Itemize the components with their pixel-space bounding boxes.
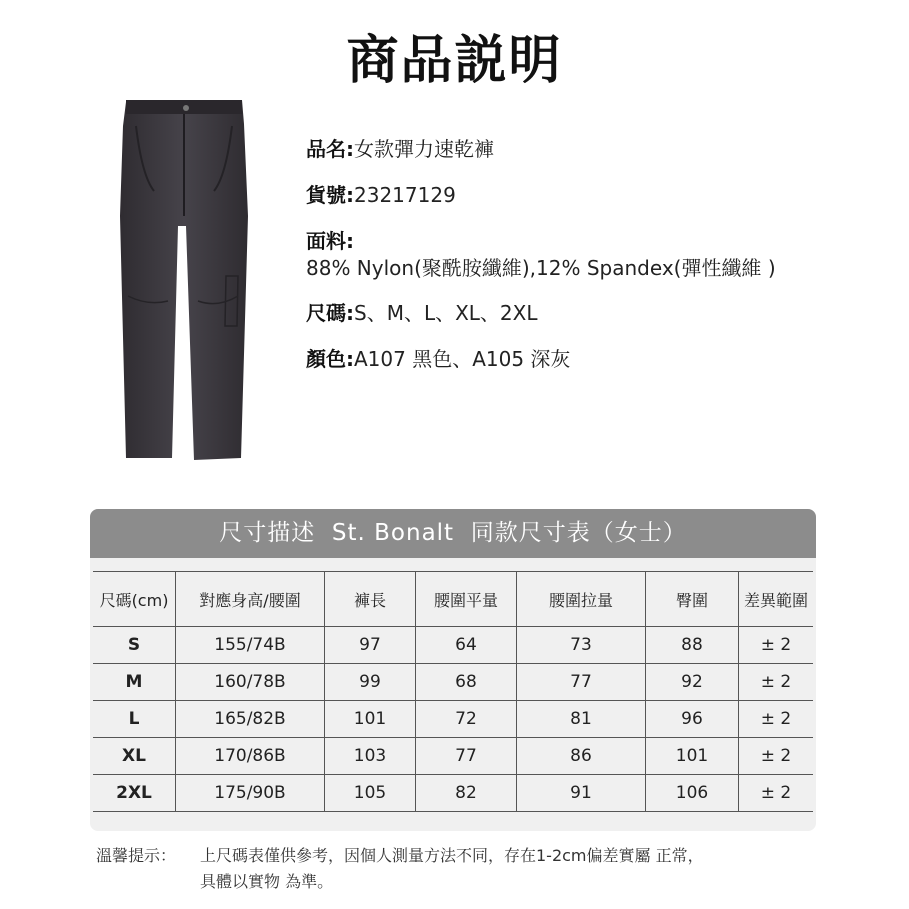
size-chart-table <box>93 571 813 812</box>
table-cell: 68 <box>416 664 517 701</box>
table-cell: 92 <box>646 664 739 701</box>
table-row <box>93 701 813 738</box>
column-header: 差異範圍 <box>739 572 814 627</box>
column-header: 對應身高/腰圍 <box>176 572 325 627</box>
detail-colors-label: 顏色: <box>306 347 354 371</box>
size-chart-header-row <box>93 572 813 627</box>
table-cell: 106 <box>646 775 739 812</box>
detail-sizes-label: 尺碼: <box>306 301 354 325</box>
table-cell: 103 <box>325 738 416 775</box>
table-cell: S <box>93 627 176 664</box>
table-cell: ± 2 <box>739 775 814 812</box>
table-cell: M <box>93 664 176 701</box>
detail-fabric-label: 面料: <box>306 229 354 253</box>
detail-name-value: 女款彈力速乾褲 <box>354 137 494 161</box>
detail-sku-label: 貨號: <box>306 183 354 207</box>
table-cell: L <box>93 701 176 738</box>
table-cell: 73 <box>517 627 646 664</box>
table-cell: ± 2 <box>739 701 814 738</box>
table-cell: 170/86B <box>176 738 325 775</box>
detail-sku-value: 23217129 <box>354 183 456 207</box>
size-note <box>96 843 816 895</box>
table-cell: 155/74B <box>176 627 325 664</box>
table-cell: ± 2 <box>739 627 814 664</box>
pants-photo-icon <box>118 96 250 462</box>
table-cell: 2XL <box>93 775 176 812</box>
column-header: 尺碼(cm) <box>93 572 176 627</box>
column-header: 腰圍拉量 <box>517 572 646 627</box>
detail-sku <box>306 182 886 209</box>
table-cell: 82 <box>416 775 517 812</box>
table-cell: 64 <box>416 627 517 664</box>
table-cell: 91 <box>517 775 646 812</box>
size-note-line1 <box>96 843 816 869</box>
table-cell: 81 <box>517 701 646 738</box>
detail-colors <box>306 346 886 373</box>
table-row <box>93 775 813 812</box>
table-cell: 165/82B <box>176 701 325 738</box>
table-row <box>93 664 813 701</box>
table-cell: 72 <box>416 701 517 738</box>
size-note-text1: 上尺碼表僅供參考，因個人測量方法不同，存在1-2cm偏差實屬 正常， <box>200 846 704 865</box>
detail-sizes <box>306 300 886 327</box>
table-cell: 88 <box>646 627 739 664</box>
detail-fabric-value: 88% Nylon(聚酰胺纖維),12% Spandex(彈性纖維 ) <box>306 256 776 280</box>
size-note-label: 溫馨提示： <box>96 846 177 865</box>
size-note-text2: 具體以實物 為準。 <box>200 872 334 891</box>
table-cell: 77 <box>416 738 517 775</box>
detail-fabric <box>306 228 886 282</box>
table-cell: 101 <box>646 738 739 775</box>
column-header: 褲長 <box>325 572 416 627</box>
detail-name-label: 品名: <box>306 137 354 161</box>
detail-colors-value: A107 黑色、A105 深灰 <box>354 347 571 371</box>
table-cell: 101 <box>325 701 416 738</box>
table-cell: 97 <box>325 627 416 664</box>
table-cell: ± 2 <box>739 664 814 701</box>
product-details <box>306 136 886 392</box>
page-title: 商品説明 <box>346 31 563 91</box>
table-cell: 160/78B <box>176 664 325 701</box>
size-chart-heading: 尺寸描述 St. Bonalt 同款尺寸表（女士） <box>90 509 816 558</box>
detail-sizes-value: S、M、L、XL、2XL <box>354 301 538 325</box>
detail-name <box>306 136 886 163</box>
table-cell: 99 <box>325 664 416 701</box>
table-cell: 86 <box>517 738 646 775</box>
table-cell: XL <box>93 738 176 775</box>
column-header: 臀圍 <box>646 572 739 627</box>
table-cell: 175/90B <box>176 775 325 812</box>
table-row <box>93 627 813 664</box>
table-cell: ± 2 <box>739 738 814 775</box>
size-chart-panel <box>90 509 816 831</box>
column-header: 腰圍平量 <box>416 572 517 627</box>
table-cell: 105 <box>325 775 416 812</box>
table-cell: 96 <box>646 701 739 738</box>
table-cell: 77 <box>517 664 646 701</box>
table-row <box>93 738 813 775</box>
